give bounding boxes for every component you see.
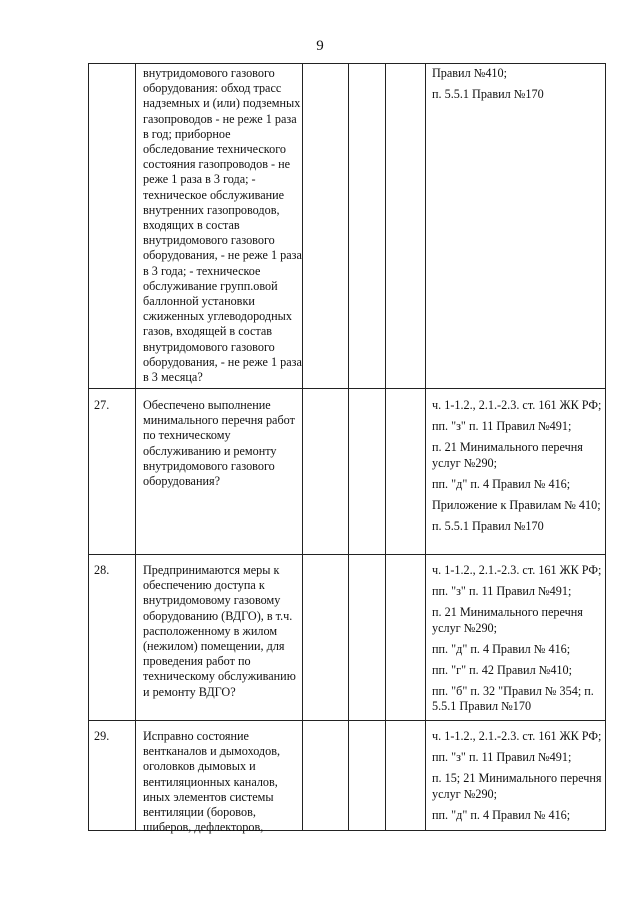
- legal-reference: Приложение к Правилам № 410;: [432, 498, 601, 513]
- legal-reference: пп. "з" п. 11 Правил №491;: [432, 419, 572, 434]
- requirement-text: внутридомового газового оборудования: обход трасс надземных и (или) подземных газопроводов - не реже 1 раза в год; приборное обследование технического состояния газопроводов - не реже 1 раза в 3 года; - техническое обслуживание внутренних газопроводов, входящих в состав внутридомового газового оборудования, - не реже 1 раза в 3 года; - техническое обслуживание групп.овой баллонной установки сжиженных углеводородных газов, входящей в состав внутридомового газового оборудования, - не реже 1 раза в 3 месяца?: [143, 66, 302, 385]
- requirement-text: Обеспечено выполнение минимального перечня работ по техническому обслуживанию и ремонту внутридомового газового оборудования?: [143, 398, 295, 489]
- legal-reference: ч. 1-1.2., 2.1.-2.3. ст. 161 ЖК РФ;: [432, 398, 602, 412]
- row-divider: [88, 554, 606, 555]
- requirement-text: Предпринимаются меры к обеспечению доступа к внутридомовому газовому оборудованию (ВДГО), в т.ч. расположенному в жилом (нежилом) помещении, для проведения работ по техническому обслуживанию и ремонту ВДГО?: [143, 563, 296, 699]
- table-border-top: [88, 63, 606, 64]
- row-number: 29.: [94, 729, 110, 743]
- table-border-right: [605, 63, 606, 830]
- legal-references: [432, 398, 602, 540]
- legal-reference: п. 5.5.1 Правил №170: [432, 519, 544, 534]
- legal-reference: пп. "д" п. 4 Правил № 416;: [432, 641, 571, 656]
- legal-reference: ч. 1-1.2., 2.1.-2.3. ст. 161 ЖК РФ;: [432, 729, 602, 743]
- column-divider: [348, 63, 349, 830]
- legal-references: [432, 66, 602, 108]
- column-divider: [385, 63, 386, 830]
- legal-reference: п. 21 Минимального перечня услуг №290;: [432, 605, 583, 635]
- requirement-text: Исправно состояние вентканалов и дымоходов, оголовков дымовых и вентиляционных каналов, иных элементов системы вентиляции (боровов, шиберов, дефлекторов,: [143, 729, 281, 835]
- legal-reference: Правил №410;: [432, 66, 508, 80]
- legal-reference: пп. "д" п. 4 Правил № 416;: [432, 807, 571, 822]
- table-border-left: [88, 63, 89, 830]
- legal-reference: пп. "б" п. 32 "Правил № 354; п. 5.5.1 Правил №170: [432, 684, 594, 714]
- legal-references: [432, 563, 602, 721]
- legal-reference: ч. 1-1.2., 2.1.-2.3. ст. 161 ЖК РФ;: [432, 563, 602, 577]
- row-number: 27.: [94, 398, 110, 412]
- legal-references: [432, 729, 602, 829]
- legal-reference: пп. "д" п. 4 Правил № 416;: [432, 476, 571, 491]
- legal-reference: пп. "г" п. 42 Правил №410;: [432, 663, 572, 678]
- legal-reference: п. 15; 21 Минимального перечня услуг №290;: [432, 771, 602, 801]
- requirements-table: [88, 63, 606, 835]
- column-divider: [425, 63, 426, 830]
- legal-reference: п. 5.5.1 Правил №170: [432, 87, 544, 102]
- row-divider: [88, 388, 606, 389]
- legal-reference: п. 21 Минимального перечня услуг №290;: [432, 440, 583, 470]
- legal-reference: пп. "з" п. 11 Правил №491;: [432, 750, 572, 765]
- row-number: 28.: [94, 563, 110, 577]
- legal-reference: пп. "з" п. 11 Правил №491;: [432, 584, 572, 599]
- column-divider: [135, 63, 136, 830]
- page-number: 9: [316, 38, 324, 54]
